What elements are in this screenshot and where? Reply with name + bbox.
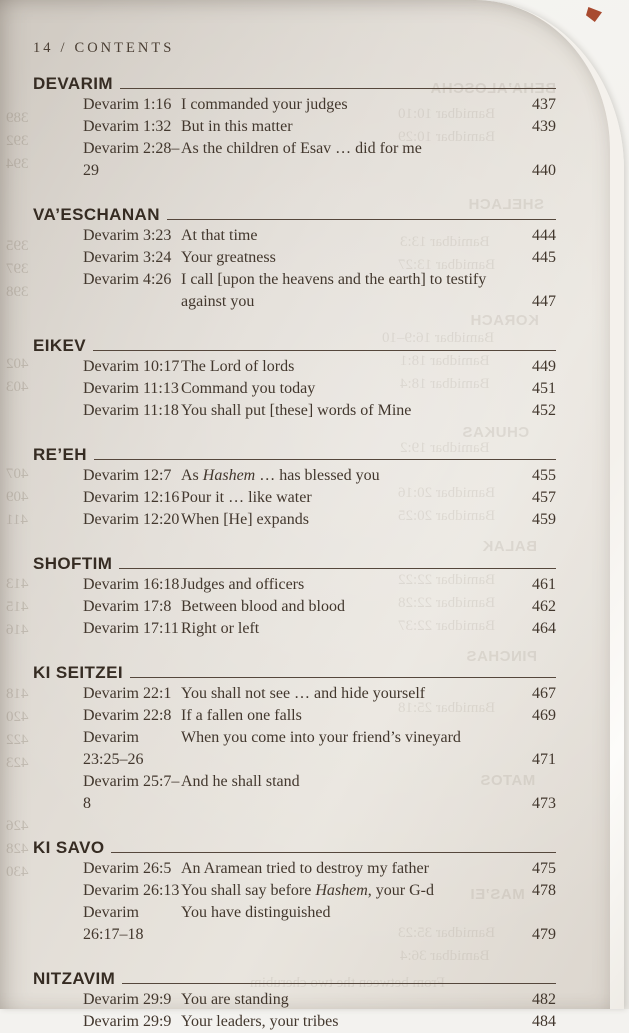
entry-reference: Devarim 29:9 <box>83 991 172 1008</box>
entry-description: Your greatness <box>181 249 276 266</box>
entry-page-number: 462 <box>532 598 556 615</box>
section-rule <box>119 568 556 569</box>
bleedthrough-text: Bamidbar 18:1 <box>400 353 490 369</box>
bleedthrough-text: 402 <box>6 356 29 372</box>
toc-entry <box>33 727 556 771</box>
bleedthrough-text: 416 <box>6 622 29 638</box>
section-heading <box>33 203 556 225</box>
bleedthrough-text: PINCHAS <box>466 648 538 665</box>
toc-entry <box>33 574 556 596</box>
section-heading <box>33 443 556 465</box>
section-title: RE’EH <box>33 445 87 464</box>
bleedthrough-text: Bamidbar 35:23 <box>398 925 496 941</box>
entry-description: If a fallen one falls <box>181 707 302 724</box>
section-title: NITZAVIM <box>33 969 116 988</box>
toc-entry <box>33 225 556 247</box>
toc-section <box>33 203 556 313</box>
entry-reference: Devarim 26:17–18 <box>83 904 144 943</box>
entry-description: You are standing <box>181 991 289 1008</box>
section-title: DEVARIM <box>33 74 113 93</box>
entry-reference: Devarim 12:7 <box>83 467 172 484</box>
entry-page-number: 467 <box>532 685 556 702</box>
entry-description: Judges and officers <box>181 576 305 593</box>
bleedthrough-text: 403 <box>6 379 29 395</box>
toc-section <box>33 552 556 640</box>
entry-reference: Devarim 11:18 <box>83 402 179 419</box>
bleedthrough-text: KORACH <box>470 312 539 329</box>
toc-entry <box>33 1011 556 1033</box>
entry-description: I commanded your judges <box>181 96 348 113</box>
section-title: SHOFTIM <box>33 554 113 573</box>
entry-reference: Devarim 1:16 <box>83 96 172 113</box>
toc-entry <box>33 771 556 815</box>
toc-section <box>33 443 556 531</box>
entry-reference: Devarim 4:26 <box>83 271 172 288</box>
section-rule <box>93 350 556 351</box>
entry-description: But in this matter <box>181 118 293 135</box>
bleedthrough-text: CHUKAS <box>462 424 530 441</box>
toc-entry <box>33 378 556 400</box>
entry-page-number: 482 <box>532 991 556 1008</box>
bleedthrough-text: 418 <box>6 686 29 702</box>
toc-entry <box>33 116 556 138</box>
entry-description: The Lord of lords <box>181 358 295 375</box>
section-rule <box>130 677 556 678</box>
entry-description: At that time <box>181 227 258 244</box>
entry-description: I call [upon the heavens and the earth] to testify against you <box>181 271 487 310</box>
entry-page-number: 444 <box>532 227 556 244</box>
bleedthrough-text: Bamidbar 18:4 <box>400 376 490 392</box>
entry-page-number: 478 <box>532 882 556 899</box>
entry-page-number: 475 <box>532 860 556 877</box>
bleedthrough-text: 397 <box>6 261 29 277</box>
section-heading <box>33 661 556 683</box>
entry-page-number: 445 <box>532 249 556 266</box>
section-title: KI SAVO <box>33 838 105 857</box>
entry-reference: Devarim 12:20 <box>83 511 180 528</box>
toc-entry <box>33 858 556 880</box>
bleedthrough-text: 392 <box>6 133 29 149</box>
bleedthrough-text: Bamidbar 20:16 <box>398 485 496 501</box>
entry-description: An Aramean tried to destroy my father <box>181 860 429 877</box>
page-title: CONTENTS <box>74 40 175 56</box>
bleedthrough-text: 415 <box>6 599 29 615</box>
entry-page-number: 479 <box>532 926 556 943</box>
bleedthrough-text: 426 <box>6 818 29 834</box>
section-rule <box>94 459 556 460</box>
section-title: EIKEV <box>33 336 87 355</box>
entry-reference: Devarim 12:16 <box>83 489 180 506</box>
section-heading <box>33 334 556 356</box>
entry-reference: Devarim 11:13 <box>83 380 179 397</box>
page-header <box>33 40 556 57</box>
bleedthrough-text: MATOS <box>480 772 536 789</box>
toc-entry <box>33 465 556 487</box>
toc-sections <box>33 72 556 1033</box>
entry-description: When [He] expands <box>181 511 309 528</box>
bleedthrough-text: 409 <box>6 489 29 505</box>
bleedthrough-text: 430 <box>6 864 29 880</box>
toc-section <box>33 334 556 422</box>
entry-reference: Devarim 10:17 <box>83 358 180 375</box>
toc-section <box>33 72 556 182</box>
bleedthrough-text: 411 <box>6 512 28 528</box>
toc-section <box>33 967 556 1033</box>
toc-entry <box>33 400 556 422</box>
entry-description: When you come into your friend’s vineyard <box>181 729 461 746</box>
entry-page-number: 457 <box>532 489 556 506</box>
entry-reference: Devarim 17:8 <box>83 598 172 615</box>
entry-reference: Devarim 29:9 <box>83 1013 172 1030</box>
entry-page-number: 452 <box>532 402 556 419</box>
section-heading <box>33 967 556 989</box>
section-heading <box>33 836 556 858</box>
bleedthrough-text: 423 <box>6 755 29 771</box>
entry-description: You shall say before Hashem, your G-d <box>181 882 435 899</box>
bleedthrough-text: Bamidbar 16:9–10 <box>382 330 495 346</box>
entry-reference: Devarim 1:32 <box>83 118 172 135</box>
bleedthrough-text: 428 <box>6 841 29 857</box>
entry-page-number: 455 <box>532 467 556 484</box>
toc-entry <box>33 509 556 531</box>
toc-entry <box>33 618 556 640</box>
toc-entry <box>33 247 556 269</box>
toc-entry <box>33 269 556 313</box>
entry-description: As Hashem … has blessed you <box>181 467 380 484</box>
bleedthrough-text: BALAK <box>482 538 537 555</box>
toc-entry <box>33 902 556 946</box>
entry-page-number: 447 <box>532 293 556 310</box>
entry-reference: Devarim 26:5 <box>83 860 172 877</box>
entry-reference: Devarim 25:7–8 <box>83 773 180 812</box>
toc-entry <box>33 880 556 902</box>
section-heading <box>33 552 556 574</box>
toc-section <box>33 661 556 815</box>
page-number: 14 <box>33 40 54 56</box>
toc-entry <box>33 138 556 182</box>
entry-description: You shall put [these] words of Mine <box>181 402 412 419</box>
bleedthrough-text: Bamidbar 20:25 <box>398 508 496 524</box>
entry-page-number: 439 <box>532 118 556 135</box>
bleedthrough-text: 420 <box>6 709 29 725</box>
bleedthrough-text: 422 <box>6 732 29 748</box>
bleedthrough-text: From between the two cherubim <box>250 975 445 991</box>
bleedthrough-text: 398 <box>6 284 29 300</box>
bleedthrough-text: BEHA’ALOSCHA <box>430 80 557 97</box>
entry-reference: Devarim 22:1 <box>83 685 172 702</box>
entry-reference: Devarim 23:25–26 <box>83 729 144 768</box>
toc-entry <box>33 487 556 509</box>
entry-page-number: 449 <box>532 358 556 375</box>
bleedthrough-text: SHELACH <box>468 196 545 213</box>
bleedthrough-text: 407 <box>6 466 29 482</box>
entry-page-number: 464 <box>532 620 556 637</box>
toc-entry <box>33 94 556 116</box>
entry-reference: Devarim 3:23 <box>83 227 172 244</box>
bleedthrough-text: 395 <box>6 238 29 254</box>
toc-entry <box>33 705 556 727</box>
toc-entry <box>33 596 556 618</box>
entry-description: Right or left <box>181 620 260 637</box>
entry-page-number: 451 <box>532 380 556 397</box>
section-heading <box>33 72 556 94</box>
bleedthrough-text: Bamidbar 36:4 <box>400 948 490 964</box>
entry-description: You have distinguished <box>181 904 331 921</box>
section-rule <box>167 219 556 220</box>
entry-page-number: 471 <box>532 751 556 768</box>
entry-reference: Devarim 3:24 <box>83 249 172 266</box>
entry-page-number: 437 <box>532 96 556 113</box>
entry-description: As the children of Esav … did for me <box>181 140 422 157</box>
entry-description: Command you today <box>181 380 316 397</box>
entry-description: And he shall stand <box>181 773 300 790</box>
entry-reference: Devarim 26:13 <box>83 882 180 899</box>
bleedthrough-text: Bamidbar 22:28 <box>398 595 496 611</box>
toc-section <box>33 836 556 946</box>
entry-page-number: 461 <box>532 576 556 593</box>
entry-page-number: 440 <box>532 162 556 179</box>
bleedthrough-text: Bamidbar 22:22 <box>398 572 496 588</box>
bleedthrough-text: Bamidbar 19:2 <box>400 440 490 456</box>
section-rule <box>120 88 556 89</box>
bleedthrough-text: Bamidbar 25:18 <box>398 700 496 716</box>
section-rule <box>111 852 556 853</box>
section-title: KI SEITZEI <box>33 663 123 682</box>
entry-description: Your leaders, your tribes <box>181 1013 339 1030</box>
toc-entry <box>33 683 556 705</box>
bleedthrough-text: Bamidbar 13:3 <box>400 234 490 250</box>
entry-description: You shall not see … and hide yourself <box>181 685 426 702</box>
entry-page-number: 469 <box>532 707 556 724</box>
bleedthrough-text: 389 <box>6 110 29 126</box>
section-title: VA’ESCHANAN <box>33 205 160 224</box>
entry-description: Between blood and blood <box>181 598 345 615</box>
entry-description: Pour it … like water <box>181 489 312 506</box>
bleedthrough-text: Bamidbar 10:10 <box>398 106 496 122</box>
entry-page-number: 459 <box>532 511 556 528</box>
entry-reference: Devarim 17:11 <box>83 620 179 637</box>
toc-entry <box>33 989 556 1011</box>
entry-page-number: 484 <box>532 1013 556 1030</box>
bleedthrough-text: MAS’EI <box>470 886 525 903</box>
bleedthrough-text: 394 <box>6 156 29 172</box>
entry-reference: Devarim 22:8 <box>83 707 172 724</box>
header-separator: / <box>60 40 68 56</box>
bleedthrough-text: 413 <box>6 576 29 592</box>
section-rule <box>122 983 556 984</box>
entry-reference: Devarim 16:18 <box>83 576 180 593</box>
entry-page-number: 473 <box>532 795 556 812</box>
bleedthrough-text: Bamidbar 13:27 <box>398 257 496 273</box>
bleedthrough-text: Bamidbar 22:37 <box>398 618 496 634</box>
toc-entry <box>33 356 556 378</box>
bleedthrough-text: Bamidbar 10:29 <box>398 129 496 145</box>
entry-reference: Devarim 2:28–29 <box>83 140 180 179</box>
